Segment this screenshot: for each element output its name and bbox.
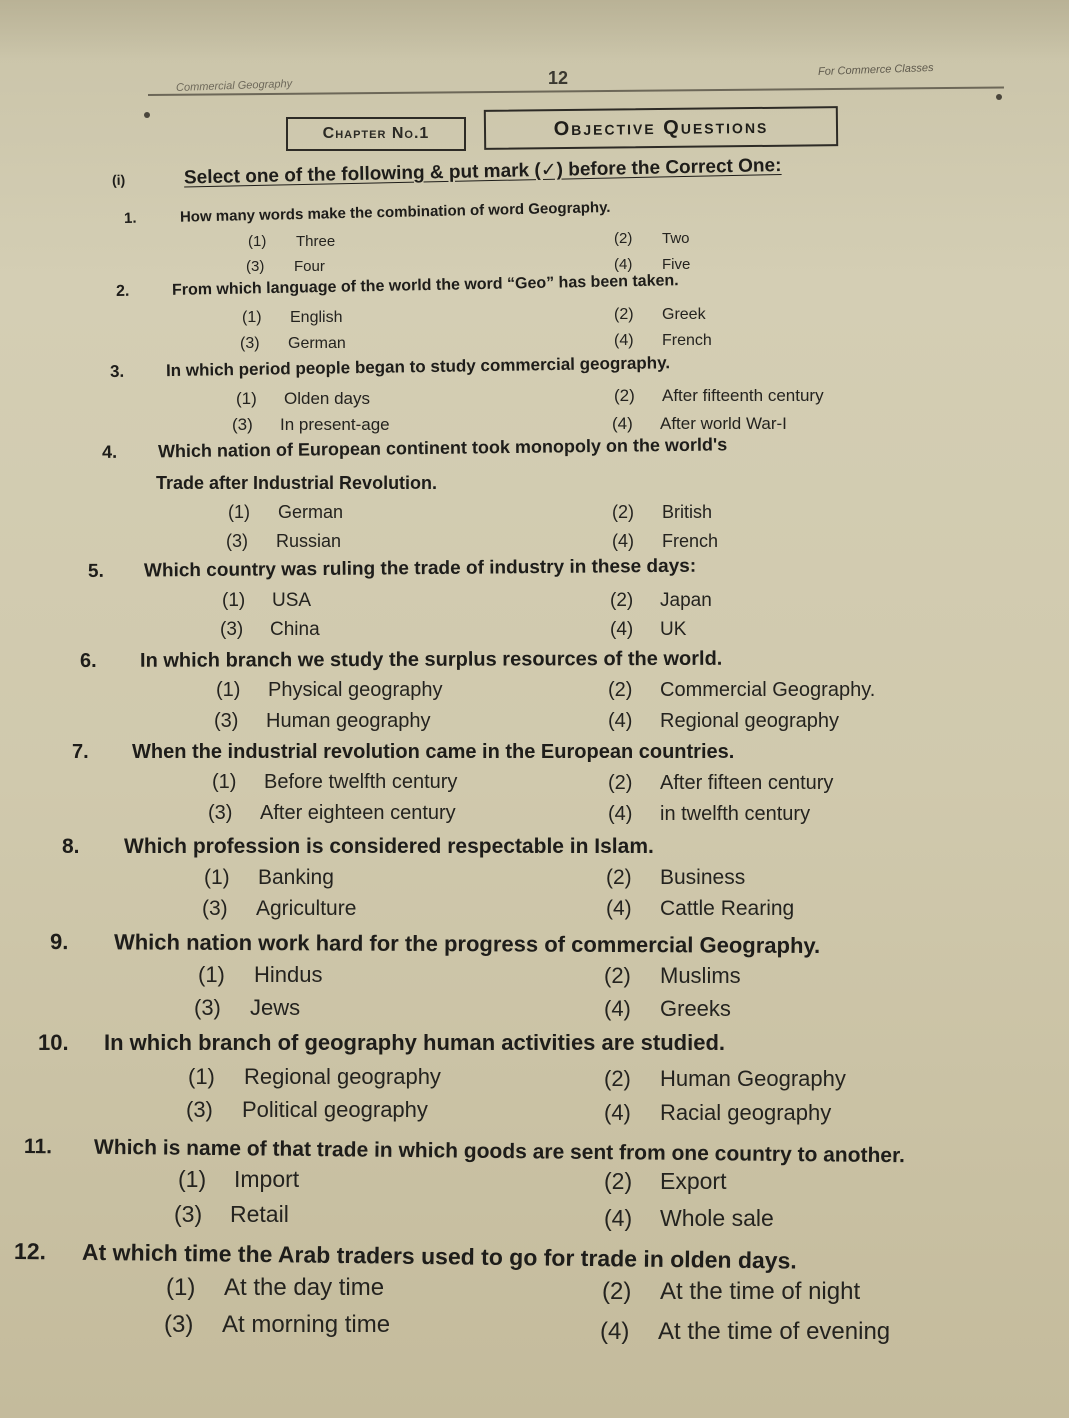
- question-text: When the industrial revolution came in the European countries.: [132, 741, 735, 763]
- option-4-3[interactable]: [226, 531, 341, 552]
- option-2-1[interactable]: [242, 309, 342, 327]
- option-12-2[interactable]: [602, 1278, 860, 1306]
- option-6-1[interactable]: [216, 679, 443, 702]
- option-text: At the day time: [224, 1274, 385, 1301]
- option-number: (4): [612, 531, 634, 551]
- option-text: Business: [660, 866, 746, 889]
- option-8-1[interactable]: [204, 866, 334, 890]
- option-6-4[interactable]: [608, 710, 839, 733]
- option-text: French: [662, 332, 712, 349]
- option-6-2[interactable]: [608, 679, 875, 702]
- option-7-4[interactable]: [608, 803, 810, 826]
- question-text: Which profession is considered respectable in Islam.: [124, 835, 654, 858]
- option-text: At the time of evening: [658, 1318, 891, 1345]
- option-number: (1): [198, 962, 225, 987]
- option-text: German: [278, 502, 344, 522]
- option-text: Human Geography: [660, 1066, 846, 1091]
- option-text: China: [270, 619, 320, 640]
- option-number: (2): [608, 679, 633, 701]
- question-text: Which nation of European continent took monopoly on the world's: [157, 434, 728, 462]
- option-number: (2): [614, 230, 633, 247]
- option-text: Japan: [660, 590, 712, 611]
- section-title: Objective Questions: [484, 106, 838, 150]
- option-number: (1): [212, 771, 237, 793]
- question-7: [72, 741, 734, 764]
- option-11-2[interactable]: [604, 1168, 726, 1195]
- option-8-3[interactable]: [202, 897, 356, 921]
- option-7-3[interactable]: [208, 802, 456, 825]
- option-11-1[interactable]: [178, 1166, 299, 1193]
- question-5: [88, 556, 696, 583]
- option-9-1[interactable]: [198, 962, 322, 988]
- option-number: (1): [242, 309, 262, 326]
- instruction-number: (i): [111, 171, 126, 188]
- question-9: [50, 929, 820, 959]
- option-number: (1): [228, 502, 250, 522]
- question-number: 5.: [87, 560, 104, 582]
- option-text: Olden days: [284, 389, 370, 408]
- option-1-4[interactable]: [614, 256, 690, 273]
- question-number: 4.: [101, 441, 118, 462]
- option-number: (4): [614, 332, 634, 349]
- option-number: (2): [604, 1168, 633, 1194]
- option-2-4[interactable]: [614, 332, 712, 350]
- option-3-4[interactable]: [612, 414, 787, 434]
- option-text: Regional geography: [244, 1064, 441, 1089]
- page-top-shadow: [0, 0, 1069, 60]
- question-number: 2.: [115, 282, 130, 300]
- option-text: Commercial Geography.: [660, 679, 876, 701]
- running-header-left: Commercial Geography: [175, 77, 293, 95]
- option-text: Racial geography: [660, 1100, 832, 1125]
- option-number: (1): [204, 866, 230, 889]
- option-text: French: [662, 531, 719, 551]
- option-5-4[interactable]: [610, 619, 686, 641]
- question-6: [80, 648, 722, 673]
- option-text: At morning time: [222, 1311, 391, 1338]
- option-12-3[interactable]: [164, 1311, 390, 1339]
- question-number: 10.: [38, 1030, 69, 1055]
- option-text: After fifteenth century: [662, 386, 824, 405]
- question-8: [62, 835, 654, 859]
- option-number: (1): [166, 1274, 196, 1301]
- option-5-1[interactable]: [222, 590, 311, 612]
- option-text: USA: [272, 590, 312, 611]
- question-3: [110, 353, 670, 382]
- instruction: [112, 150, 992, 191]
- option-text: In present-age: [280, 415, 390, 434]
- question-number: 12.: [13, 1238, 47, 1265]
- question-10: [38, 1030, 725, 1056]
- option-5-2[interactable]: [610, 590, 712, 612]
- option-text: Two: [662, 230, 690, 247]
- question-number: 1.: [123, 209, 137, 227]
- option-9-4[interactable]: [604, 996, 731, 1022]
- option-number: (3): [186, 1097, 213, 1122]
- option-number: (3): [202, 897, 228, 920]
- question-number: 6.: [79, 649, 97, 672]
- option-text: Hindus: [254, 962, 323, 987]
- option-number: (3): [246, 258, 265, 275]
- option-8-2[interactable]: [606, 866, 745, 890]
- question-text: Which is name of that trade in which goods are sent from one country to another.: [93, 1135, 905, 1168]
- running-header-right: For Commerce Classes: [817, 61, 934, 79]
- option-text: After eighteen century: [260, 802, 456, 824]
- option-text: Banking: [258, 866, 334, 889]
- option-number: (4): [612, 414, 633, 433]
- option-number: (1): [222, 590, 246, 611]
- question-text: Which nation work hard for the progress of commercial Geography.: [113, 929, 821, 959]
- option-number: (2): [612, 502, 634, 522]
- question-number: 8.: [62, 835, 80, 858]
- option-text: Greek: [662, 306, 706, 323]
- option-text: German: [288, 335, 346, 352]
- option-text: Jews: [250, 995, 301, 1020]
- option-number: (4): [614, 256, 633, 273]
- option-number: (1): [236, 389, 257, 408]
- option-10-4[interactable]: [604, 1100, 831, 1126]
- option-11-3[interactable]: [174, 1201, 289, 1228]
- question-1: [124, 199, 611, 227]
- question-2: [116, 272, 679, 301]
- option-number: (3): [226, 531, 248, 551]
- question-text: At which time the Arab traders used to go for trade in olden days.: [81, 1238, 797, 1274]
- option-4-2[interactable]: [612, 502, 712, 523]
- option-text: Three: [296, 233, 336, 250]
- question-12: [14, 1238, 797, 1275]
- option-number: (1): [188, 1064, 215, 1089]
- option-text: English: [290, 309, 343, 326]
- option-number: (3): [174, 1201, 203, 1227]
- option-3-1[interactable]: [236, 389, 370, 409]
- option-3-2[interactable]: [614, 386, 824, 406]
- option-number: (4): [600, 1318, 630, 1345]
- option-text: Four: [294, 258, 325, 275]
- chapter-label: Chapter No.1: [286, 117, 466, 151]
- option-text: Russian: [276, 531, 342, 551]
- question-number: 3.: [109, 361, 125, 381]
- option-12-1[interactable]: [166, 1274, 384, 1302]
- option-number: (3): [220, 619, 244, 640]
- option-number: (4): [606, 897, 632, 920]
- option-9-2[interactable]: [604, 963, 741, 989]
- option-number: (3): [214, 710, 239, 732]
- option-text: Greeks: [660, 996, 731, 1021]
- option-text: Political geography: [242, 1097, 428, 1122]
- option-text: in twelfth century: [660, 803, 811, 825]
- option-number: (2): [602, 1278, 632, 1305]
- rule-dot-left: [144, 112, 150, 118]
- option-text: Physical geography: [268, 679, 443, 701]
- option-number: (2): [614, 306, 634, 323]
- option-number: (2): [606, 866, 632, 889]
- option-9-3[interactable]: [194, 995, 300, 1021]
- question-text: How many words make the combination of word Geography.: [179, 198, 611, 226]
- option-number: (2): [614, 386, 635, 405]
- option-text: Agriculture: [256, 897, 357, 920]
- question-text: In which branch we study the surplus resources of the world.: [139, 647, 723, 672]
- option-4-1[interactable]: [228, 502, 343, 523]
- option-text: Muslims: [660, 963, 741, 988]
- option-number: (3): [232, 415, 253, 434]
- question-11: [24, 1135, 905, 1168]
- option-4-4[interactable]: [612, 531, 718, 552]
- option-text: At the time of night: [660, 1278, 861, 1305]
- option-text: Human geography: [266, 710, 431, 732]
- option-2-3[interactable]: [240, 335, 346, 353]
- option-1-3[interactable]: [246, 258, 325, 275]
- option-number: (4): [610, 619, 634, 640]
- option-6-3[interactable]: [214, 710, 431, 733]
- option-text: Retail: [230, 1201, 289, 1227]
- option-text: Import: [234, 1166, 300, 1192]
- option-text: Cattle Rearing: [660, 897, 795, 920]
- option-number: (3): [164, 1311, 194, 1338]
- option-number: (3): [208, 802, 233, 824]
- option-number: (2): [610, 590, 634, 611]
- option-text: Before twelfth century: [264, 771, 458, 793]
- option-number: (4): [604, 1100, 631, 1125]
- option-10-2[interactable]: [604, 1066, 846, 1092]
- option-12-4[interactable]: [600, 1318, 890, 1346]
- option-number: (2): [608, 772, 633, 794]
- question-text-line2: Trade after Industrial Revolution.: [156, 473, 438, 493]
- option-number: (3): [240, 335, 260, 352]
- option-number: (4): [608, 710, 633, 732]
- instruction-text: Select one of the following & put mark (✓) before the Correct One:: [183, 154, 782, 189]
- option-11-4[interactable]: [604, 1205, 774, 1232]
- question-number: 11.: [23, 1135, 53, 1159]
- option-number: (1): [248, 233, 267, 250]
- option-7-1[interactable]: [212, 771, 457, 794]
- option-text: British: [662, 502, 713, 522]
- question-number: 9.: [49, 929, 69, 955]
- question-text: Which country was ruling the trade of industry in these days:: [143, 555, 697, 582]
- question-4: [102, 434, 727, 463]
- question-4-continued: [156, 473, 437, 494]
- option-text: After world War-I: [660, 414, 787, 433]
- option-number: (2): [604, 1066, 631, 1091]
- option-number: (3): [194, 995, 221, 1020]
- option-1-1[interactable]: [248, 233, 335, 250]
- option-text: Export: [660, 1168, 727, 1194]
- option-1-2[interactable]: [614, 230, 690, 247]
- option-number: (4): [604, 996, 631, 1021]
- option-number: (4): [608, 803, 633, 825]
- question-text: In which branch of geography human activities are studied.: [104, 1030, 726, 1055]
- option-number: (1): [216, 679, 241, 701]
- rule-dot-right: [996, 94, 1002, 100]
- question-text: In which period people began to study commercial geography.: [165, 353, 671, 381]
- option-2-2[interactable]: [614, 306, 706, 324]
- option-7-2[interactable]: [608, 772, 833, 795]
- option-number: (1): [178, 1166, 207, 1192]
- page-number: 12: [548, 68, 569, 88]
- option-3-3[interactable]: [232, 415, 390, 435]
- option-text: Whole sale: [660, 1205, 774, 1231]
- option-10-1[interactable]: [188, 1064, 441, 1090]
- option-number: (2): [604, 963, 631, 988]
- option-10-3[interactable]: [186, 1097, 428, 1123]
- option-number: (4): [604, 1205, 633, 1231]
- question-text: From which language of the world the word “Geo” has been taken.: [171, 272, 679, 299]
- option-text: Five: [662, 256, 691, 273]
- option-5-3[interactable]: [220, 619, 320, 641]
- question-number: 7.: [72, 741, 89, 763]
- option-text: UK: [660, 619, 687, 640]
- option-8-4[interactable]: [606, 897, 794, 921]
- option-text: After fifteen century: [660, 772, 834, 794]
- option-text: Regional geography: [660, 710, 840, 732]
